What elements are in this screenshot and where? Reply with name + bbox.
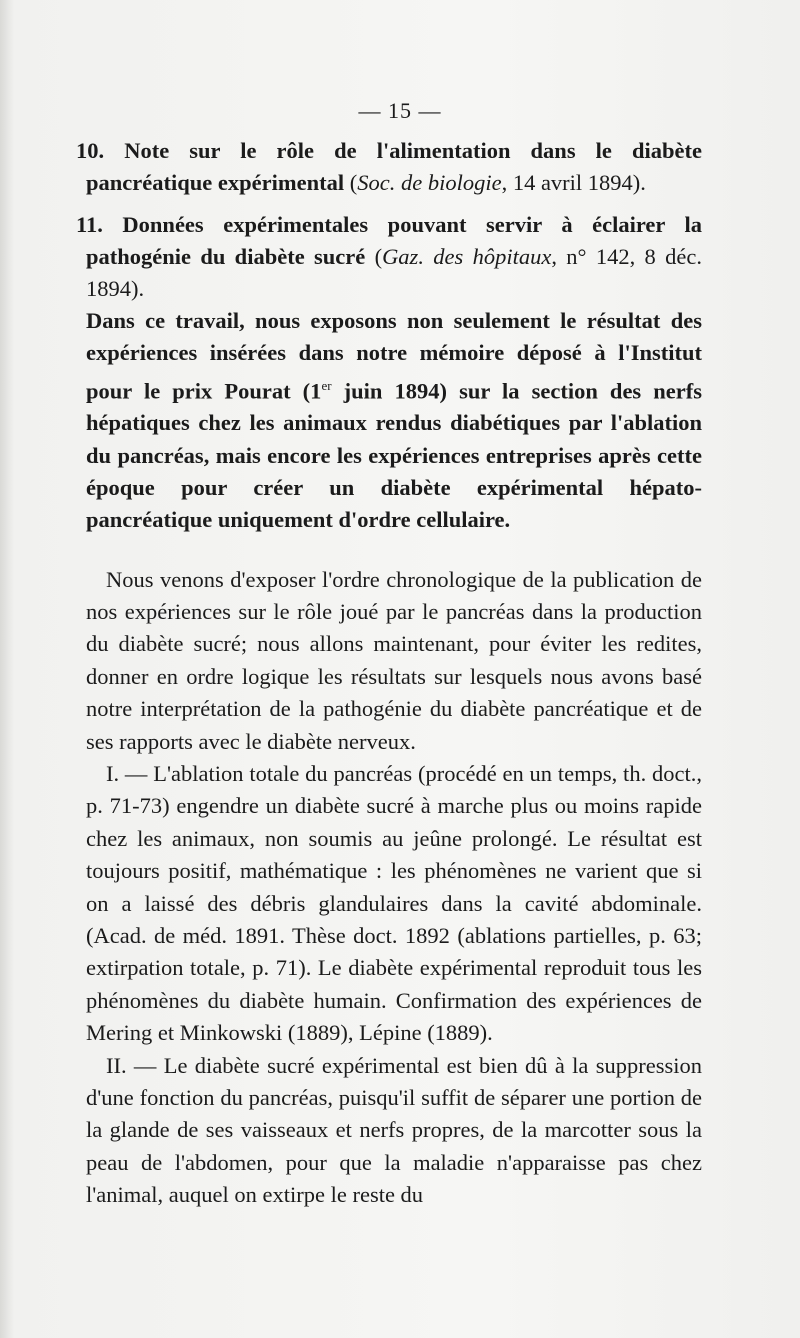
entry-reference: (Soc. de biologie, 14 avril 1894). <box>349 170 646 195</box>
entry-title: Note sur le rôle de l'alimentation dans le diabète pancréatique expérimental <box>86 138 702 195</box>
entry-number: 11. <box>76 212 103 237</box>
paragraph-point-2: II. — Le diabète sucré expérimental est bien dû à la suppression d'une fonction du pancréas, puisqu'il suffit de séparer une portion de la glande de ses vaisseaux et nerfs propres, de la marcotter sous la peau de l'abdomen, pour que la maladie n'apparaisse pas chez l'animal, auquel on extirpe le reste du <box>86 1052 702 1208</box>
page-number: — 15 — <box>358 98 442 123</box>
entry-description: Dans ce travail, nous exposons non seulement le résultat des expériences insérées dans notre mémoire déposé à l'Institut pour le prix Pourat (1er juin 1894) sur la section des nerfs hépatiques chez les animaux rendus diabétiques par l'ablation du pancréas, mais encore les expériences entreprises après cette époque pour créer un diabète expérimental hépato-pancréatique uniquement d'ordre cellulaire. <box>86 308 703 533</box>
journal-name: Soc. de biologie <box>357 170 502 195</box>
paragraph-point-1: I. — L'ablation totale du pancréas (procédé en un temps, th. doct., p. 71-73) engendre un diabète sucré à marche plus ou moins rapide chez les animaux, non soumis au jeûne prolongé. Le résultat est toujours positif, mathématique : les phénomènes ne varient que si on a laissé des débris glandulaires dans la cavité abdominale. (Acad. de méd. 1891. Thèse doct. 1892 (ablations partielles, p. 63; extirpation totale, p. 71). Le diabète expérimental reproduit tous les phénomènes du diabète humain. Confirmation des expériences de Mering et Minkowski (1889), Lépine (1889). <box>86 761 702 1046</box>
page-content <box>76 135 703 1212</box>
journal-name: Gaz. des hôpitaux <box>382 244 552 269</box>
bibliography-entry-11 <box>76 209 702 305</box>
entry-reference: (Gaz. des hôpitaux, n° 142, 8 déc. 1894). <box>86 244 702 301</box>
paragraph-intro: Nous venons d'exposer l'ordre chronologique de la publication de nos expériences sur le rôle joué par le pancréas dans la production du diabète sucré; nous allons maintenant, pour éviter les redites, donner en ordre logique les résultats sur lesquels nous avons basé notre interprétation de la pathogénie du diabète pancréatique et de ses rapports avec le diabète nerveux. <box>86 566 702 754</box>
bibliography-entry-10 <box>76 135 702 199</box>
entry-title: Données expérimentales pouvant servir à éclairer la pathogénie du diabète sucré <box>86 212 702 269</box>
entry-number: 10. <box>76 138 105 163</box>
